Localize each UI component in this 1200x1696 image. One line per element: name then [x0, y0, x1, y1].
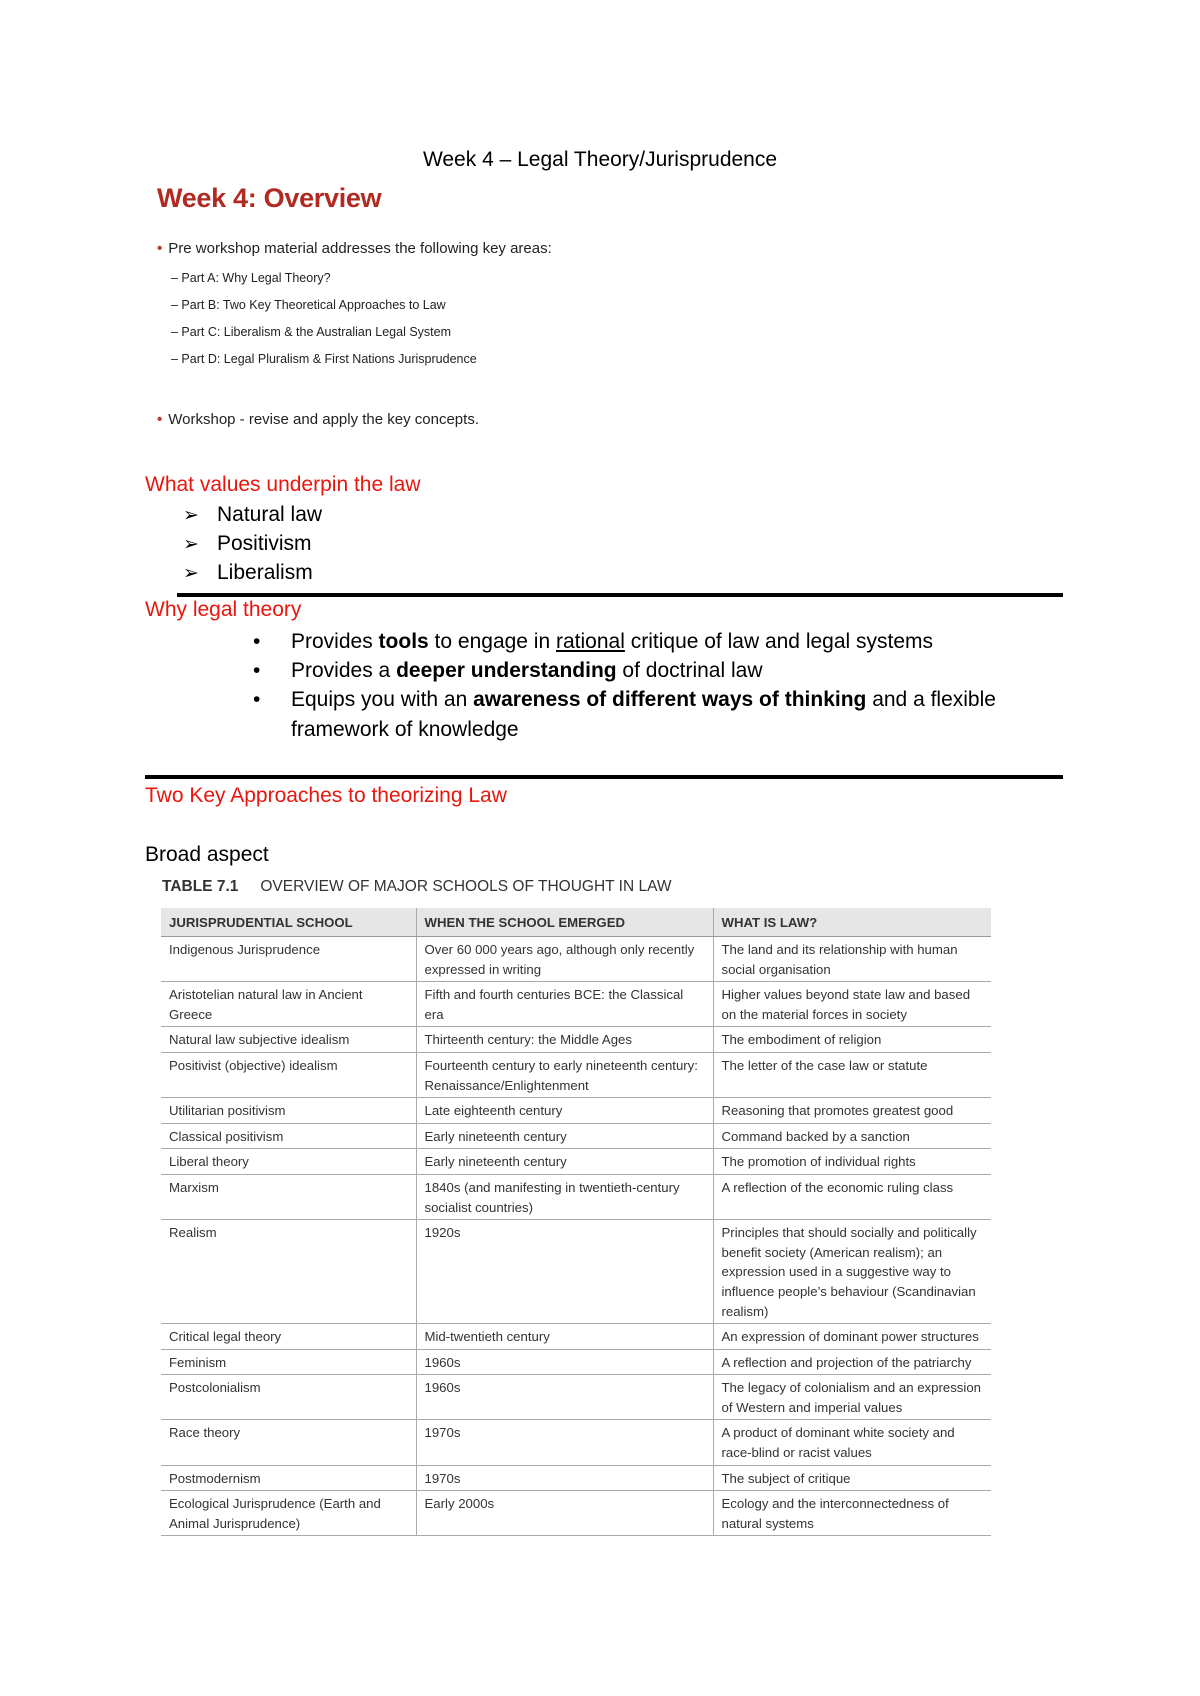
table-cell: An expression of dominant power structures: [713, 1324, 991, 1350]
list-item: • Provides tools to engage in rational critique of law and legal systems: [253, 627, 1073, 657]
values-heading: What values underpin the law: [145, 473, 421, 496]
table-row: [161, 1465, 991, 1491]
table-cell: 1840s (and manifesting in twentieth-century socialist countries): [416, 1174, 713, 1219]
table-cell: The legacy of colonialism and an expression of Western and imperial values: [713, 1375, 991, 1420]
approaches-heading: Two Key Approaches to theorizing Law: [145, 784, 507, 807]
horizontal-rule: [177, 593, 1063, 597]
table-cell: Postmodernism: [161, 1465, 416, 1491]
column-header: WHEN THE SCHOOL EMERGED: [416, 908, 713, 937]
list-item-text: Natural law: [217, 503, 323, 526]
table-number: TABLE 7.1: [162, 878, 239, 895]
table-cell: Over 60 000 years ago, although only recently expressed in writing: [416, 937, 713, 982]
list-item-text: Positivism: [217, 532, 312, 555]
table-cell: Feminism: [161, 1349, 416, 1375]
table-cell: Principles that should socially and politically benefit society (American realism); an expression used in a suggestive way to influence people’s behaviour (Scandinavian realism): [713, 1220, 991, 1324]
table-cell: Marxism: [161, 1174, 416, 1219]
table-cell: The land and its relationship with human social organisation: [713, 937, 991, 982]
table-row: [161, 1324, 991, 1350]
table-row: [161, 1149, 991, 1175]
table-cell: Higher values beyond state law and based on the material forces in society: [713, 982, 991, 1027]
table-cell: Critical legal theory: [161, 1324, 416, 1350]
slide-sub-item: – Part A: Why Legal Theory?: [171, 271, 331, 285]
slide-sub-item: – Part C: Liberalism & the Australian Legal System: [171, 325, 451, 339]
why-list: [253, 627, 1073, 744]
column-header: WHAT IS LAW?: [713, 908, 991, 937]
list-item: [183, 503, 322, 527]
horizontal-rule: [145, 775, 1063, 779]
table-cell: Fifth and fourth centuries BCE: the Classical era: [416, 982, 713, 1027]
table-cell: 1920s: [416, 1220, 713, 1324]
table-row: [161, 937, 991, 982]
table-cell: Realism: [161, 1220, 416, 1324]
table-cell: 1970s: [416, 1420, 713, 1465]
page-title: Week 4 – Legal Theory/Jurisprudence: [422, 148, 778, 171]
table-cell: Ecological Jurisprudence (Earth and Animal Jurisprudence): [161, 1491, 416, 1536]
table-cell: Late eighteenth century: [416, 1098, 713, 1124]
table-cell: Race theory: [161, 1420, 416, 1465]
table-row: [161, 1098, 991, 1124]
table-cell: 1960s: [416, 1349, 713, 1375]
list-item: [183, 532, 312, 556]
table-cell: Fourteenth century to early nineteenth century: Renaissance/Enlightenment: [416, 1052, 713, 1097]
schools-table: [161, 908, 991, 1536]
bullet-icon: •: [253, 630, 261, 653]
column-header: JURISPRUDENTIAL SCHOOL: [161, 908, 416, 937]
slide-sub-item: – Part B: Two Key Theoretical Approaches to Law: [171, 298, 446, 312]
table-row: [161, 1375, 991, 1420]
table-row: [161, 1349, 991, 1375]
slide-bullet: [157, 240, 552, 257]
table-cell: Early nineteenth century: [416, 1149, 713, 1175]
table-cell: Ecology and the interconnectedness of natural systems: [713, 1491, 991, 1536]
table-cell: Classical positivism: [161, 1123, 416, 1149]
table-caption-text: OVERVIEW OF MAJOR SCHOOLS OF THOUGHT IN LAW: [260, 878, 672, 895]
list-item: • Provides a deeper understanding of doctrinal law: [253, 656, 1073, 686]
list-item: • Equips you with an awareness of different ways of thinking and a flexible framework of knowledge: [253, 685, 1073, 745]
table-cell: Indigenous Jurisprudence: [161, 937, 416, 982]
bullet-icon: •: [253, 688, 261, 711]
table-cell: Reasoning that promotes greatest good: [713, 1098, 991, 1124]
list-item: [183, 561, 313, 585]
slide-bullet-text: Workshop - revise and apply the key concepts.: [168, 411, 479, 428]
table-row: [161, 1052, 991, 1097]
table-cell: The promotion of individual rights: [713, 1149, 991, 1175]
table-cell: Liberal theory: [161, 1149, 416, 1175]
table-cell: Natural law subjective idealism: [161, 1027, 416, 1053]
list-item-text: Liberalism: [217, 561, 313, 584]
table-cell: Early nineteenth century: [416, 1123, 713, 1149]
table-row: [161, 1220, 991, 1324]
table-cell: Positivist (objective) idealism: [161, 1052, 416, 1097]
table-row: [161, 1420, 991, 1465]
table-row: [161, 1491, 991, 1536]
table-cell: Aristotelian natural law in Ancient Greece: [161, 982, 416, 1027]
arrow-bullet-icon: ➢: [183, 534, 199, 555]
table-cell: 1960s: [416, 1375, 713, 1420]
why-heading: Why legal theory: [145, 598, 302, 621]
bullet-icon: •: [157, 240, 163, 257]
table-row: [161, 982, 991, 1027]
bullet-icon: •: [253, 659, 261, 682]
table-row: [161, 1174, 991, 1219]
table-cell: A reflection and projection of the patriarchy: [713, 1349, 991, 1375]
table-row: [161, 1123, 991, 1149]
arrow-bullet-icon: ➢: [183, 505, 199, 526]
slide-bullet-text: Pre workshop material addresses the following key areas:: [168, 240, 552, 257]
slide-bullet: [157, 411, 479, 428]
table-cell: A reflection of the economic ruling class: [713, 1174, 991, 1219]
table-cell: Command backed by a sanction: [713, 1123, 991, 1149]
arrow-bullet-icon: ➢: [183, 563, 199, 584]
table-cell: The embodiment of religion: [713, 1027, 991, 1053]
table-cell: The subject of critique: [713, 1465, 991, 1491]
table-cell: Utilitarian positivism: [161, 1098, 416, 1124]
table-cell: The letter of the case law or statute: [713, 1052, 991, 1097]
table-cell: Thirteenth century: the Middle Ages: [416, 1027, 713, 1053]
broad-aspect-heading: Broad aspect: [145, 843, 269, 866]
table-cell: Early 2000s: [416, 1491, 713, 1536]
slide-title: Week 4: Overview: [157, 183, 382, 213]
table-cell: Mid-twentieth century: [416, 1324, 713, 1350]
table-caption: [162, 878, 671, 896]
table-header-row: [161, 908, 991, 937]
bullet-icon: •: [157, 411, 163, 428]
slide-sub-item: – Part D: Legal Pluralism & First Nations Jurisprudence: [171, 352, 477, 366]
table-cell: Postcolonialism: [161, 1375, 416, 1420]
table-cell: A product of dominant white society and race-blind or racist values: [713, 1420, 991, 1465]
table-row: [161, 1027, 991, 1053]
table-cell: 1970s: [416, 1465, 713, 1491]
